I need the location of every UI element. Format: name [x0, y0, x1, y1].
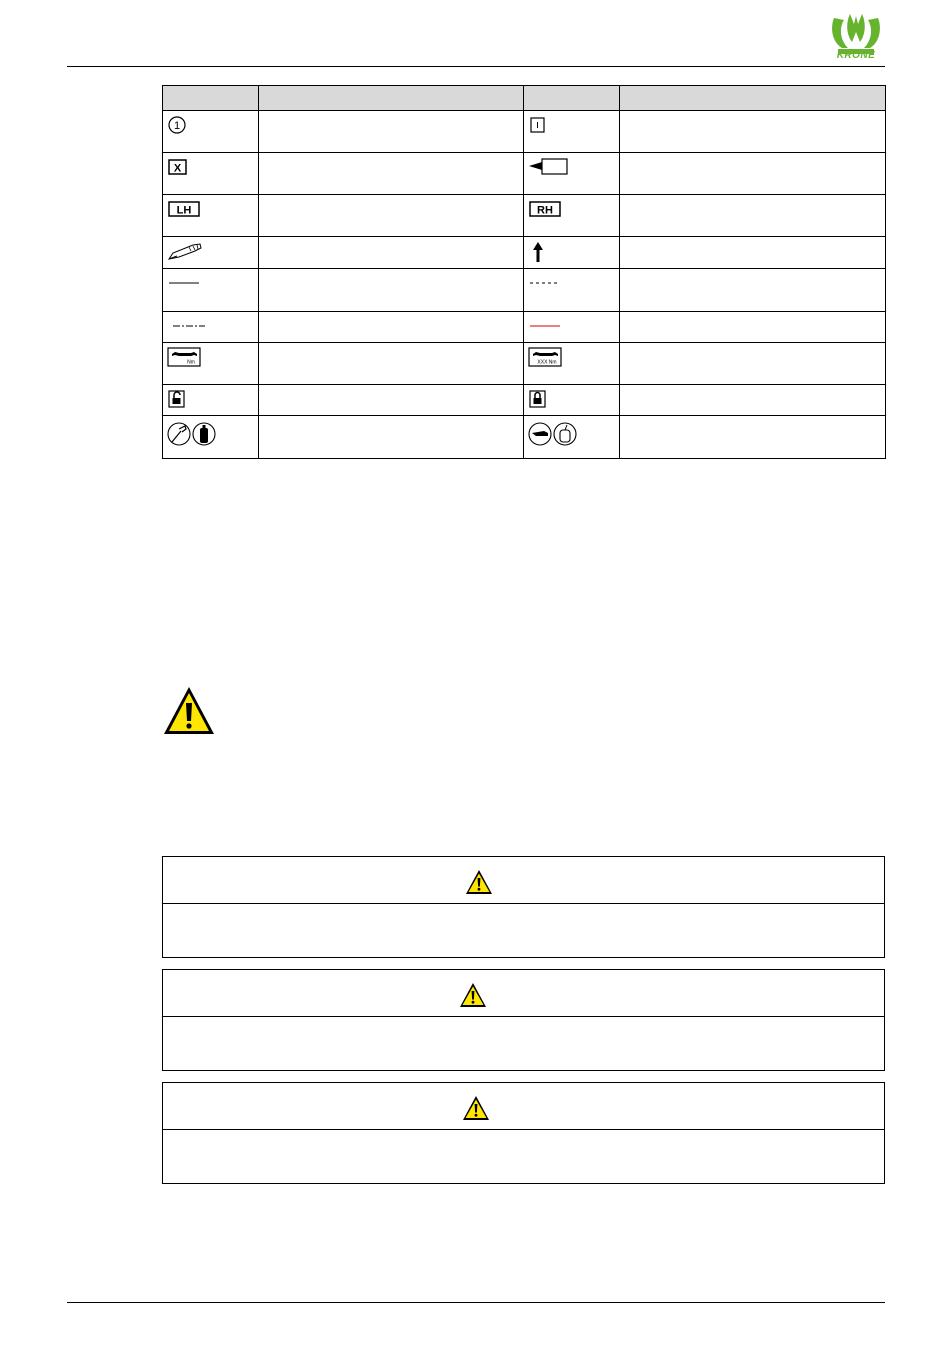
icon-label: RH: [537, 204, 553, 217]
table-cell: [524, 416, 620, 459]
warning-triangle-icon: [462, 1095, 490, 1121]
header-rule: [67, 66, 885, 67]
warning-box-body: [163, 904, 884, 957]
icon-label: 1: [173, 120, 181, 132]
warning-box: [162, 969, 885, 1071]
table-cell: [259, 385, 524, 416]
table-header-cell: [259, 86, 524, 111]
table-cell: [524, 269, 620, 312]
table-cell: [163, 111, 259, 153]
table-cell: [620, 195, 886, 237]
table-header-cell: [524, 86, 620, 111]
table-cell: [163, 153, 259, 195]
table-cell: [163, 343, 259, 385]
table-cell: [620, 111, 886, 153]
table-row: [163, 416, 886, 459]
table-cell: [620, 343, 886, 385]
boxed-x-icon: [167, 157, 189, 177]
up-arrow-icon: [528, 241, 548, 263]
boxed-lh-icon: [167, 199, 201, 219]
warning-box: [162, 1082, 885, 1184]
icon-label: LH: [176, 204, 192, 217]
footer-rule: [67, 1302, 885, 1303]
table-cell: [524, 195, 620, 237]
table-row: [163, 195, 886, 237]
oil-can-icon: [528, 420, 578, 450]
table-cell: [163, 237, 259, 269]
table-cell: [524, 343, 620, 385]
symbol-table: [162, 85, 886, 459]
table-row: [163, 237, 886, 269]
table-cell: [259, 269, 524, 312]
table-cell: [524, 385, 620, 416]
table-cell: [259, 237, 524, 269]
warning-box-header: [163, 857, 884, 904]
table-row: [163, 111, 886, 153]
table-cell: [259, 343, 524, 385]
table-cell: [259, 153, 524, 195]
table-cell: [259, 111, 524, 153]
table-cell: [163, 312, 259, 343]
dash-dot-line-icon: [167, 316, 207, 332]
warning-triangle-icon: [162, 685, 216, 737]
logo-text: KRONE: [836, 50, 876, 61]
table-header-cell: [163, 86, 259, 111]
table-cell: [259, 312, 524, 343]
table-cell: [259, 195, 524, 237]
red-line-icon: [528, 316, 562, 332]
icon-label: Nm: [187, 359, 195, 366]
table-cell: [163, 385, 259, 416]
warning-box: [162, 856, 885, 958]
table-cell: [524, 111, 620, 153]
icon-label: X: [173, 162, 182, 175]
table-row: [163, 312, 886, 343]
table-cell: [620, 269, 886, 312]
table-cell: [524, 153, 620, 195]
pointing-hand-icon: [167, 241, 203, 261]
table-cell: [620, 312, 886, 343]
table-cell: [620, 237, 886, 269]
circled-number-1-icon: [167, 115, 187, 135]
table-cell: [163, 416, 259, 459]
table-header-cell: [620, 86, 886, 111]
warning-triangle-icon: [459, 982, 487, 1008]
table-cell: [524, 312, 620, 343]
dashed-line-icon: [528, 273, 562, 289]
direction-arrow-box-icon: [528, 157, 570, 177]
warning-triangle-icon: [465, 869, 493, 895]
table-cell: [259, 416, 524, 459]
warning-box-header: [163, 970, 884, 1017]
unlocked-padlock-icon: [167, 389, 187, 409]
table-cell: [163, 269, 259, 312]
locked-padlock-icon: [528, 389, 548, 409]
table-cell: [163, 195, 259, 237]
table-cell: [620, 416, 886, 459]
table-row: [163, 385, 886, 416]
solid-line-icon: [167, 273, 201, 289]
wrench-torque-value-icon: [528, 347, 562, 367]
table-cell: [620, 385, 886, 416]
warning-box-body: [163, 1017, 884, 1070]
table-row: [163, 153, 886, 195]
boxed-rh-icon: [528, 199, 562, 219]
icon-label: XXX Nm: [537, 359, 557, 366]
position-marker-icon: [528, 115, 548, 135]
table-cell: [524, 237, 620, 269]
table-row: [163, 269, 886, 312]
table-header-row: [163, 86, 886, 111]
warning-box-body: [163, 1130, 884, 1183]
wrench-torque-icon: [167, 347, 201, 367]
warning-box-header: [163, 1083, 884, 1130]
table-row: [163, 343, 886, 385]
lubricate-grease-icon: [167, 420, 217, 450]
table-cell: [620, 153, 886, 195]
